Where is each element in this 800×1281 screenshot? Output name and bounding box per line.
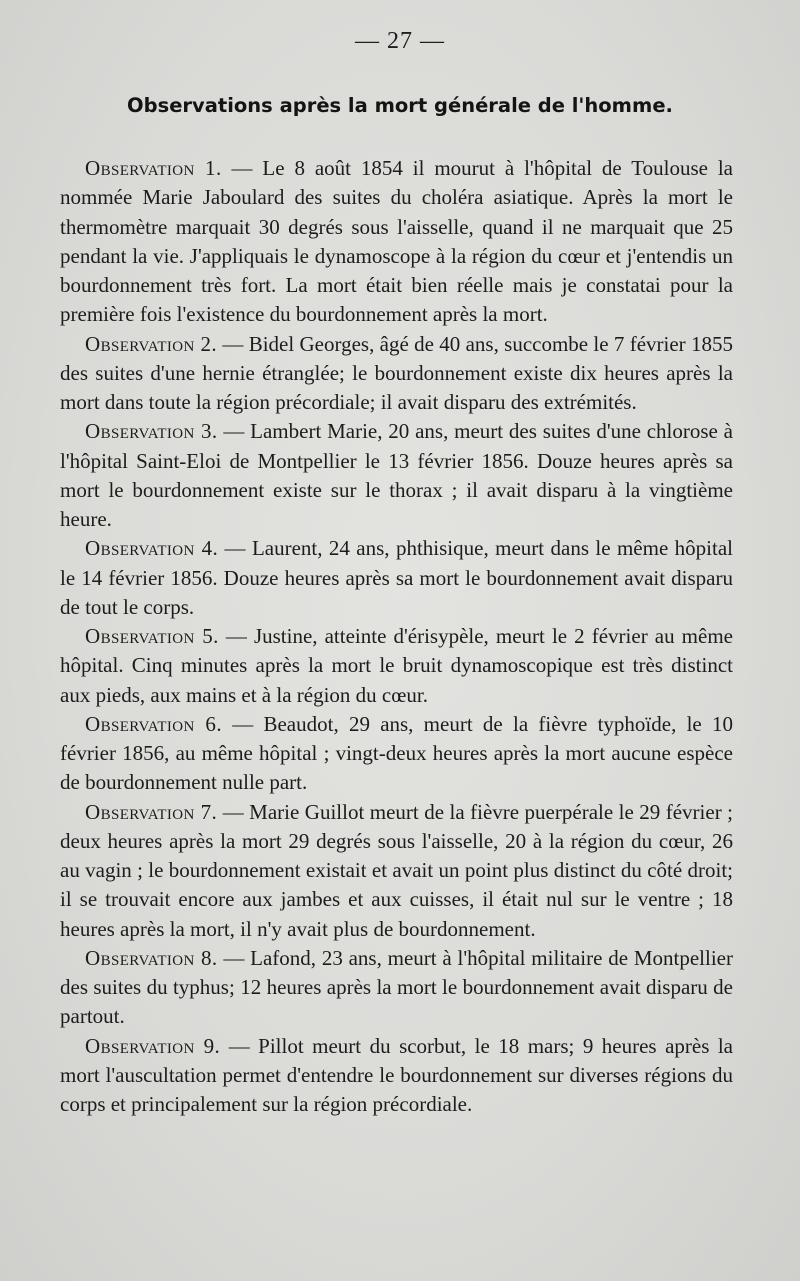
observation-1: [60, 154, 733, 330]
observation-2: [60, 330, 733, 418]
observation-5: [60, 622, 733, 710]
observation-label: Observation 6.: [85, 711, 222, 736]
observation-6: [60, 710, 733, 798]
observation-8: [60, 944, 733, 1032]
observation-label: Observation 4.: [85, 536, 219, 561]
observation-label: Observation 5.: [85, 624, 219, 648]
observation-text: — Justine, atteinte d'érisypèle, meurt le 2 février au même hôpital. Cinq minutes après la mort le bruit dynamoscopique est très distinct aux pieds, aux mains et à la région du cœur.: [60, 624, 733, 707]
observation-9: [60, 1032, 733, 1120]
observations-body: [60, 154, 733, 1119]
observation-text: — Lafond, 23 ans, meurt à l'hôpital militaire de Montpellier des suites du typhus; 12 heures après la mort le bourdonnement avait disparu de partout.: [60, 945, 733, 1029]
observation-label: Observation 3.: [85, 419, 218, 444]
observation-text: — Beaudot, 29 ans, meurt de la fièvre typhoïde, le 10 février 1856, au même hôpital ; vingt-deux heures après la mort aucune espèce de bourdonnement nulle part.: [60, 711, 733, 795]
observation-text: — Marie Guillot meurt de la fièvre puerpérale le 29 février ; deux heures après la mort 29 degrés sous l'aisselle, 20 à la région du cœur, 26 au vagin ; le bourdonnement existait et avait un point plus distinct du côté droit; il se trouvait encore aux jambes et aux cuisses, il était nul sur le ventre ; 18 heures après la mort, il n'y avait plus de bourdonnement.: [60, 799, 733, 941]
observation-text: — Le 8 août 1854 il mourut à l'hôpital de Toulouse la nommée Marie Jaboulard des suites du choléra asiatique. Après la mort le thermomètre marquait 30 degrés sous l'aisselle, quand il ne marquait que 25 pendant la vie. J'appliquais le dynamoscope à la région du cœur et j'entendis un bourdonnement très fort. La mort était bien réelle mais je constatai pour la première fois l'existence du bourdonnement après la mort.: [60, 156, 733, 327]
section-heading: Observations après la mort générale de l'homme.: [127, 94, 673, 117]
observation-label: Observation 8.: [85, 945, 218, 970]
observation-text: — Pillot meurt du scorbut, le 18 mars; 9 heures après la mort l'auscultation permet d'entendre le bourdonnement sur diverses régions du corps et principalement sur la région précordiale.: [60, 1033, 734, 1116]
observation-4: [60, 534, 733, 622]
observation-label: Observation 9.: [85, 1033, 221, 1058]
observation-3: [60, 417, 733, 534]
observation-text: — Lambert Marie, 20 ans, meurt des suites d'une chlorose à l'hôpital Saint-Eloi de Montpellier le 13 février 1856. Douze heures après sa mort le bourdonnement existe sur le thorax ; il avait disparu à la vingtième heure.: [60, 419, 733, 531]
observation-text: — Bidel Georges, âgé de 40 ans, succombe le 7 février 1855 des suites d'une hernie étranglée; le bourdonnement existe dix heures après la mort dans toute la région précordiale; il avait disparu des extrémités.: [60, 331, 733, 414]
page-number: — 27 —: [355, 28, 445, 54]
observation-label: Observation 2.: [85, 331, 218, 356]
observation-text: — Laurent, 24 ans, phthisique, meurt dans le même hôpital le 14 février 1856. Douze heures après sa mort le bourdonnement avait disparu de tout le corps.: [60, 536, 733, 619]
observation-7: [60, 798, 733, 944]
observation-label: Observation 7.: [85, 799, 218, 824]
observation-label: Observation 1.: [85, 156, 222, 180]
